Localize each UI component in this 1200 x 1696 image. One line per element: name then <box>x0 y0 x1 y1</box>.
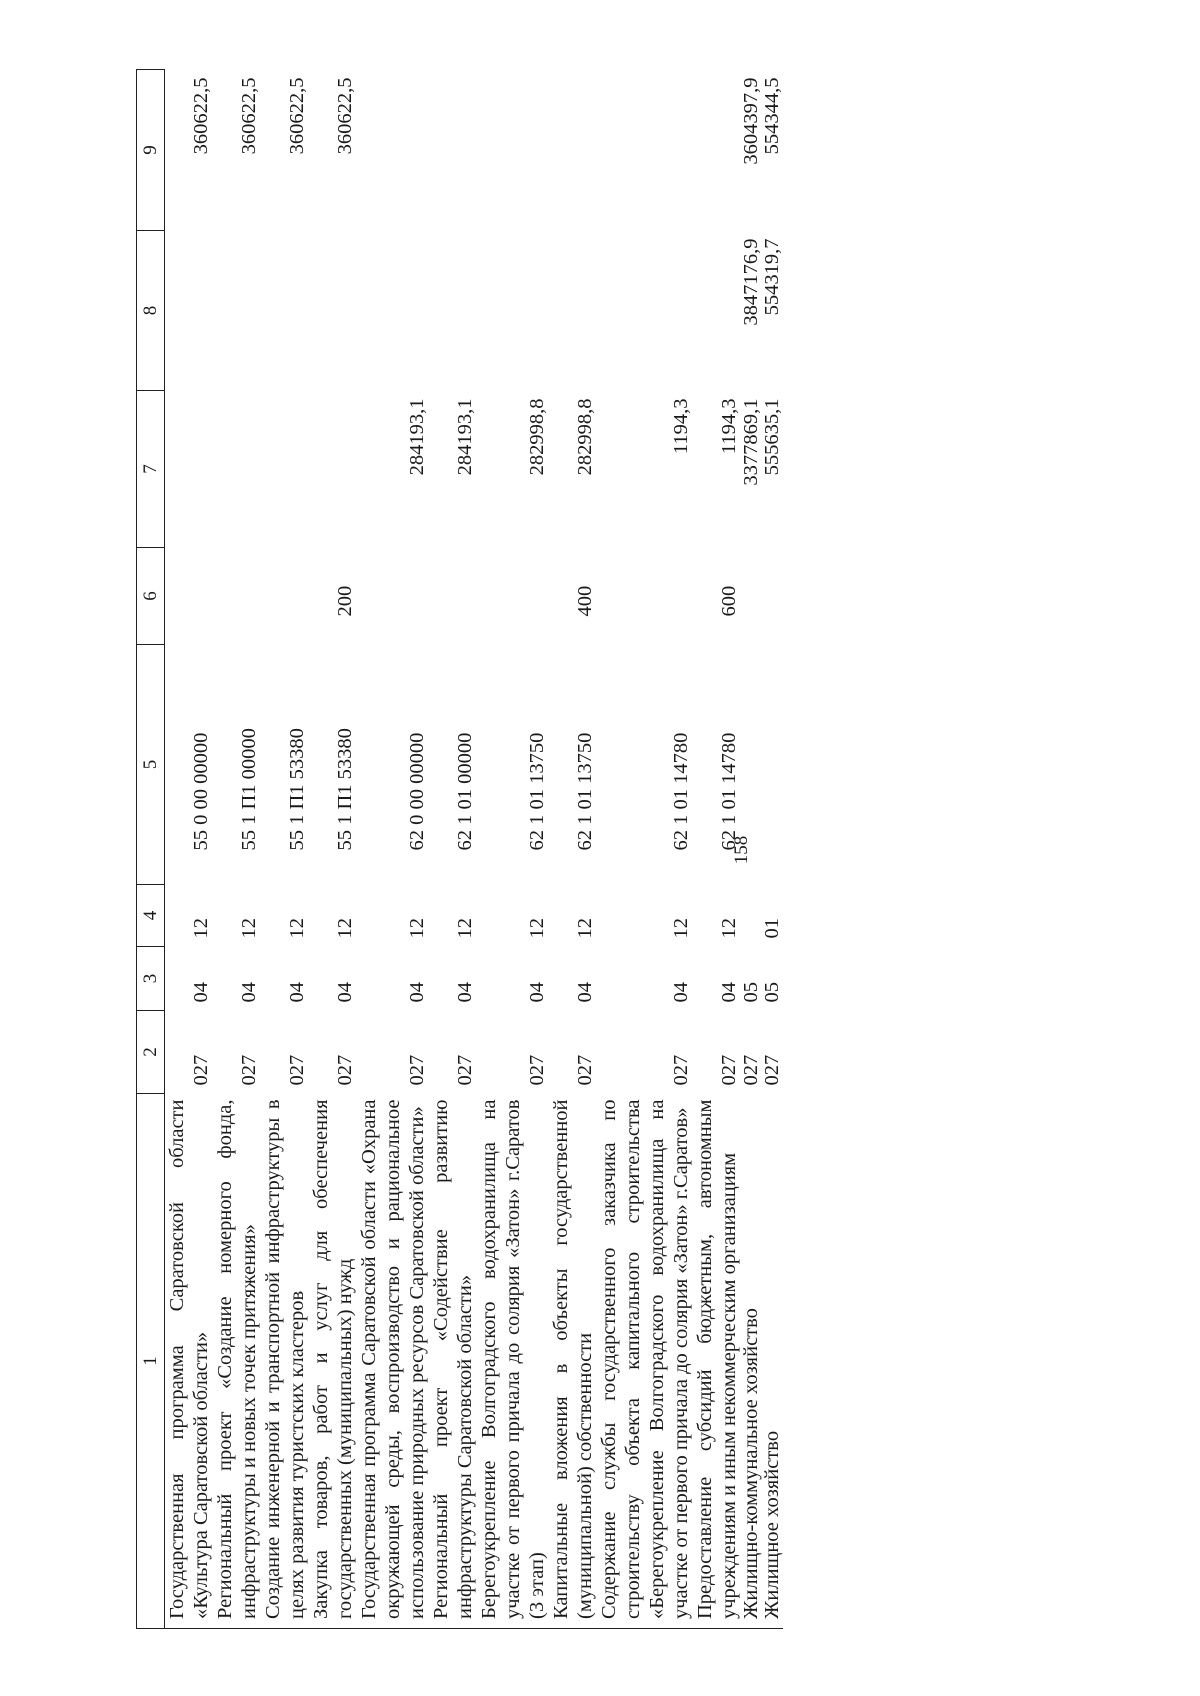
cell-amount-1 <box>309 391 357 548</box>
cell-csr: 62 1 01 13750 <box>574 732 596 851</box>
table-row <box>165 70 214 1629</box>
header-cell: 2 <box>137 1011 165 1094</box>
table-row <box>429 70 477 1629</box>
cell-amount-2 <box>549 231 597 391</box>
cell-ved: 027 <box>190 1054 212 1086</box>
cell-vr <box>741 548 762 645</box>
row-name: Создание инженерной и транспортной инфраструктуры в целях развития туристских кластеров <box>261 1094 309 1629</box>
header-cell: 5 <box>137 645 165 885</box>
row-name: Капитальные вложения в объекты государственной (муниципальной) собственности <box>549 1094 597 1629</box>
cell-amount-1 <box>261 391 309 548</box>
row-name: Предоставление субсидий бюджетным, автономным учреждениям и иным некоммерческим организациям <box>693 1094 741 1629</box>
header-cell: 1 <box>137 1094 165 1629</box>
table-row <box>549 70 597 1629</box>
cell-amount-1: 3377869,1 <box>740 398 762 486</box>
cell-ved: 027 <box>454 1054 476 1086</box>
cell-ved: 027 <box>406 1054 428 1086</box>
cell-amount-3 <box>693 70 741 231</box>
header-cell: 7 <box>137 391 165 548</box>
row-name: Берегоукрепление Волгоградского водохранилища на участке от первого причала до солярия «Затон» г.Саратов (3 этап) <box>477 1094 549 1629</box>
budget-table-page <box>136 70 1181 1629</box>
cell-amount-3 <box>549 70 597 231</box>
cell-amount-3: 554344,5 <box>761 77 783 155</box>
cell-rz: 04 <box>286 982 308 1003</box>
cell-rz: 04 <box>238 982 260 1003</box>
cell-amount-3 <box>477 70 549 231</box>
cell-pr: 12 <box>718 918 740 939</box>
row-name: Государственная программа Саратовской области «Культура Саратовской области» <box>165 1094 214 1629</box>
cell-csr: 62 1 01 00000 <box>454 732 476 851</box>
header-cell: 4 <box>137 885 165 947</box>
cell-amount-3: 3604397,9 <box>740 77 762 165</box>
cell-pr: 12 <box>286 918 308 939</box>
cell-amount-2 <box>165 231 214 391</box>
cell-amount-3: 360622,5 <box>238 77 260 155</box>
cell-pr: 01 <box>761 918 783 939</box>
cell-pr: 12 <box>406 918 428 939</box>
cell-amount-1 <box>165 391 214 548</box>
table-row <box>741 70 762 1629</box>
table-row <box>261 70 309 1629</box>
cell-amount-2 <box>477 231 549 391</box>
cell-rz: 04 <box>406 982 428 1003</box>
cell-ved: 027 <box>670 1054 692 1086</box>
cell-pr: 12 <box>670 918 692 939</box>
cell-vr <box>597 548 693 645</box>
cell-pr: 12 <box>190 918 212 939</box>
cell-pr: 12 <box>526 918 548 939</box>
cell-amount-1: 282998,8 <box>526 398 548 476</box>
cell-ved: 027 <box>740 1054 762 1086</box>
cell-amount-3 <box>597 70 693 231</box>
cell-pr <box>741 885 762 947</box>
cell-amount-1: 555635,1 <box>761 398 783 476</box>
cell-vr: 600 <box>718 585 740 617</box>
cell-rz: 04 <box>334 982 356 1003</box>
cell-rz: 04 <box>574 982 596 1003</box>
cell-csr: 62 1 01 13750 <box>526 732 548 851</box>
cell-amount-1: 284193,1 <box>406 398 428 476</box>
cell-rz: 04 <box>190 982 212 1003</box>
budget-table <box>136 69 783 1629</box>
cell-amount-1: 1194,3 <box>718 398 740 455</box>
row-name: Региональный проект «Создание номерного фонда, инфраструктуры и новых точек притяжения» <box>213 1094 261 1629</box>
cell-amount-2 <box>693 231 741 391</box>
cell-csr: 55 1 П1 53380 <box>286 728 308 851</box>
cell-vr <box>357 548 429 645</box>
cell-ved: 027 <box>574 1054 596 1086</box>
cell-csr: 62 1 01 14780 <box>670 732 692 851</box>
cell-pr: 12 <box>454 918 476 939</box>
cell-amount-2 <box>597 231 693 391</box>
cell-ved: 027 <box>761 1054 783 1086</box>
cell-ved: 027 <box>238 1054 260 1086</box>
cell-csr: 62 0 00 00000 <box>406 732 428 851</box>
table-row <box>213 70 261 1629</box>
cell-amount-2 <box>429 231 477 391</box>
cell-amount-2 <box>309 231 357 391</box>
row-name: Жилищное хозяйство <box>762 1094 783 1629</box>
table-header-row <box>137 70 165 1629</box>
cell-rz: 05 <box>761 982 783 1003</box>
header-cell: 8 <box>137 231 165 391</box>
cell-amount-2 <box>357 231 429 391</box>
table-row <box>762 70 783 1629</box>
cell-amount-1: 282998,8 <box>574 398 596 476</box>
cell-rz: 04 <box>718 982 740 1003</box>
cell-amount-3 <box>429 70 477 231</box>
row-name: Государственная программа Саратовской области «Охрана окружающей среды, воспроизводство и рациональное использование природных ресурсов Саратовской области» <box>357 1094 429 1629</box>
cell-vr <box>429 548 477 645</box>
row-name: Закупка товаров, работ и услуг для обеспечения государственных (муниципальных) нужд <box>309 1094 357 1629</box>
cell-vr <box>261 548 309 645</box>
cell-amount-3: 360622,5 <box>286 77 308 155</box>
table-row <box>309 70 357 1629</box>
cell-ved: 027 <box>526 1054 548 1086</box>
header-cell: 6 <box>137 548 165 645</box>
cell-amount-2: 3847176,9 <box>740 238 762 326</box>
row-name: Региональный проект «Содействие развитию инфраструктуры Саратовской области» <box>429 1094 477 1629</box>
cell-pr: 12 <box>334 918 356 939</box>
cell-amount-3: 360622,5 <box>190 77 212 155</box>
cell-csr: 55 1 П1 00000 <box>238 728 260 851</box>
table-row <box>693 70 741 1629</box>
table-row <box>597 70 693 1629</box>
header-cell: 3 <box>137 947 165 1011</box>
cell-csr <box>741 645 762 885</box>
cell-vr: 200 <box>334 585 356 617</box>
cell-amount-2: 554319,7 <box>761 238 783 316</box>
cell-amount-2 <box>261 231 309 391</box>
table-row <box>477 70 549 1629</box>
cell-vr: 400 <box>574 585 596 617</box>
cell-rz: 04 <box>526 982 548 1003</box>
row-name: Содержание службы государственного заказчика по строительству объекта капитального строительства «Берегоукрепление Волгоградского водохранилища на участке от первого причала до солярия «Затон» г.Саратов» <box>597 1094 693 1629</box>
cell-amount-3 <box>357 70 429 231</box>
cell-vr <box>213 548 261 645</box>
cell-vr <box>165 548 214 645</box>
row-name: Жилищно-коммунальное хозяйство <box>741 1094 762 1629</box>
cell-amount-1: 1194,3 <box>670 398 692 455</box>
cell-vr <box>762 548 783 645</box>
cell-amount-2 <box>213 231 261 391</box>
cell-ved: 027 <box>286 1054 308 1086</box>
cell-csr: 55 1 П1 53380 <box>334 728 356 851</box>
cell-ved: 027 <box>334 1054 356 1086</box>
cell-amount-3: 360622,5 <box>334 77 356 155</box>
cell-pr: 12 <box>574 918 596 939</box>
cell-rz: 04 <box>670 982 692 1003</box>
page-number: 158 <box>731 835 752 865</box>
cell-pr: 12 <box>238 918 260 939</box>
header-cell: 9 <box>137 70 165 231</box>
cell-ved: 027 <box>718 1054 740 1086</box>
cell-vr <box>477 548 549 645</box>
cell-rz: 05 <box>740 982 762 1003</box>
table-row <box>357 70 429 1629</box>
cell-amount-1 <box>213 391 261 548</box>
cell-csr: 55 0 00 00000 <box>190 732 212 851</box>
cell-csr <box>762 645 783 885</box>
cell-amount-1: 284193,1 <box>454 398 476 476</box>
cell-rz: 04 <box>454 982 476 1003</box>
cell-csr: 62 1 01 14780 <box>718 732 740 851</box>
